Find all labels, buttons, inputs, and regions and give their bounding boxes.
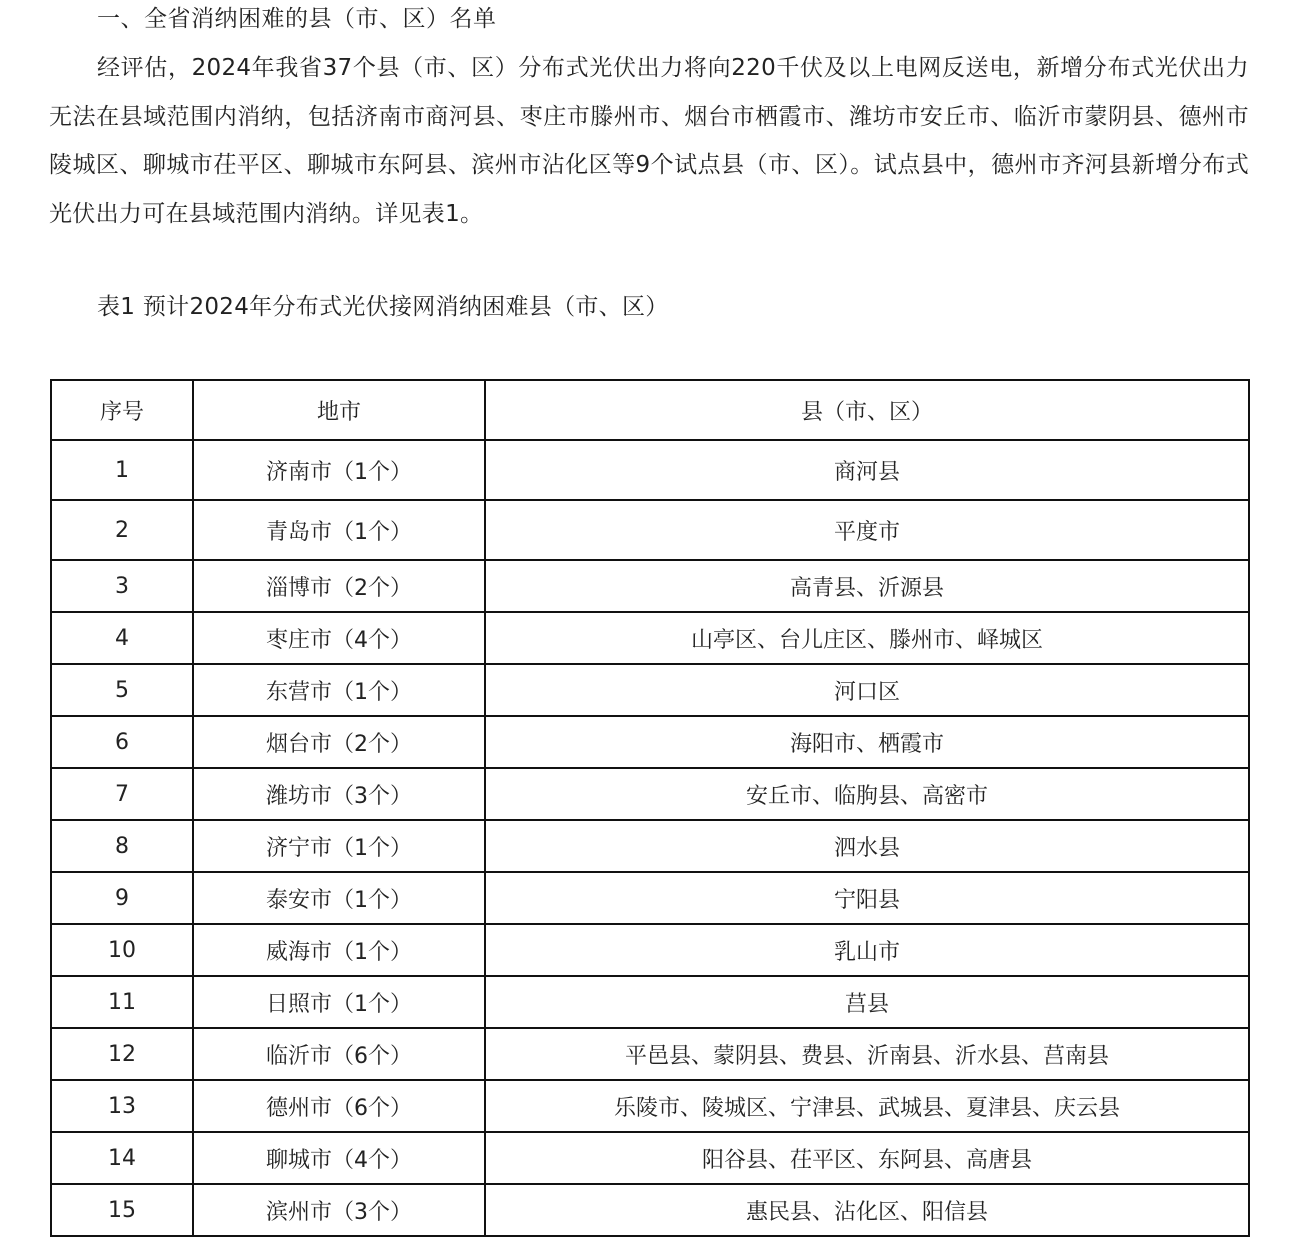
row-city: 青岛市（1个）	[193, 500, 485, 560]
table-row	[51, 440, 1249, 500]
row-index: 14	[51, 1132, 193, 1184]
row-city: 聊城市（4个）	[193, 1132, 485, 1184]
table-row	[51, 612, 1249, 664]
row-counties: 泗水县	[485, 820, 1249, 872]
row-city: 枣庄市（4个）	[193, 612, 485, 664]
row-counties: 阳谷县、茌平区、东阿县、高唐县	[485, 1132, 1249, 1184]
row-counties: 乐陵市、陵城区、宁津县、武城县、夏津县、庆云县	[485, 1080, 1249, 1132]
row-counties: 河口区	[485, 664, 1249, 716]
row-city: 泰安市（1个）	[193, 872, 485, 924]
row-index: 2	[51, 500, 193, 560]
table-row	[51, 664, 1249, 716]
row-counties: 山亭区、台儿庄区、滕州市、峄城区	[485, 612, 1249, 664]
row-index: 13	[51, 1080, 193, 1132]
table-row	[51, 500, 1249, 560]
table-row	[51, 820, 1249, 872]
row-counties: 平邑县、蒙阴县、费县、沂南县、沂水县、莒南县	[485, 1028, 1249, 1080]
header-city: 地市	[193, 380, 485, 440]
table-row	[51, 924, 1249, 976]
row-city: 烟台市（2个）	[193, 716, 485, 768]
row-index: 11	[51, 976, 193, 1028]
row-index: 4	[51, 612, 193, 664]
row-city: 东营市（1个）	[193, 664, 485, 716]
table-row	[51, 1132, 1249, 1184]
row-counties: 莒县	[485, 976, 1249, 1028]
row-index: 7	[51, 768, 193, 820]
row-index: 3	[51, 560, 193, 612]
table-row	[51, 872, 1249, 924]
table-row	[51, 976, 1249, 1028]
row-counties: 乳山市	[485, 924, 1249, 976]
table-caption: 表1 预计2024年分布式光伏接网消纳困难县（市、区）	[97, 294, 669, 320]
header-index: 序号	[51, 380, 193, 440]
row-city: 临沂市（6个）	[193, 1028, 485, 1080]
row-city: 潍坊市（3个）	[193, 768, 485, 820]
row-city: 滨州市（3个）	[193, 1184, 485, 1236]
row-index: 10	[51, 924, 193, 976]
row-counties: 海阳市、栖霞市	[485, 716, 1249, 768]
row-city: 淄博市（2个）	[193, 560, 485, 612]
row-index: 8	[51, 820, 193, 872]
row-city: 威海市（1个）	[193, 924, 485, 976]
row-index: 9	[51, 872, 193, 924]
row-index: 15	[51, 1184, 193, 1236]
row-index: 1	[51, 440, 193, 500]
row-city: 济南市（1个）	[193, 440, 485, 500]
table-row	[51, 1028, 1249, 1080]
row-city: 德州市（6个）	[193, 1080, 485, 1132]
section-heading: 一、全省消纳困难的县（市、区）名单	[97, 6, 497, 32]
row-counties: 惠民县、沾化区、阳信县	[485, 1184, 1249, 1236]
body-paragraph: 经评估，2024年我省37个县（市、区）分布式光伏出力将向220千伏及以上电网反送电，新增分布式光伏出力无法在县域范围内消纳，包括济南市商河县、枣庄市滕州市、烟台市栖霞市、潍坊市安丘市、临沂市蒙阴县、德州市陵城区、聊城市茌平区、聊城市东阿县、滨州市沾化区等9个试点县（市、区）。试点县中，德州市齐河县新增分布式光伏出力可在县域范围内消纳。详见表1。	[49, 55, 1249, 227]
row-index: 5	[51, 664, 193, 716]
row-city: 济宁市（1个）	[193, 820, 485, 872]
table-row	[51, 716, 1249, 768]
row-counties: 安丘市、临朐县、高密市	[485, 768, 1249, 820]
county-table	[50, 379, 1250, 1237]
row-counties: 高青县、沂源县	[485, 560, 1249, 612]
row-index: 12	[51, 1028, 193, 1080]
table-row	[51, 1080, 1249, 1132]
header-counties: 县（市、区）	[485, 380, 1249, 440]
table-header-row	[51, 380, 1249, 440]
table-row	[51, 768, 1249, 820]
row-counties: 宁阳县	[485, 872, 1249, 924]
row-city: 日照市（1个）	[193, 976, 485, 1028]
row-index: 6	[51, 716, 193, 768]
row-counties: 平度市	[485, 500, 1249, 560]
table-row	[51, 1184, 1249, 1236]
table-row	[51, 560, 1249, 612]
row-counties: 商河县	[485, 440, 1249, 500]
